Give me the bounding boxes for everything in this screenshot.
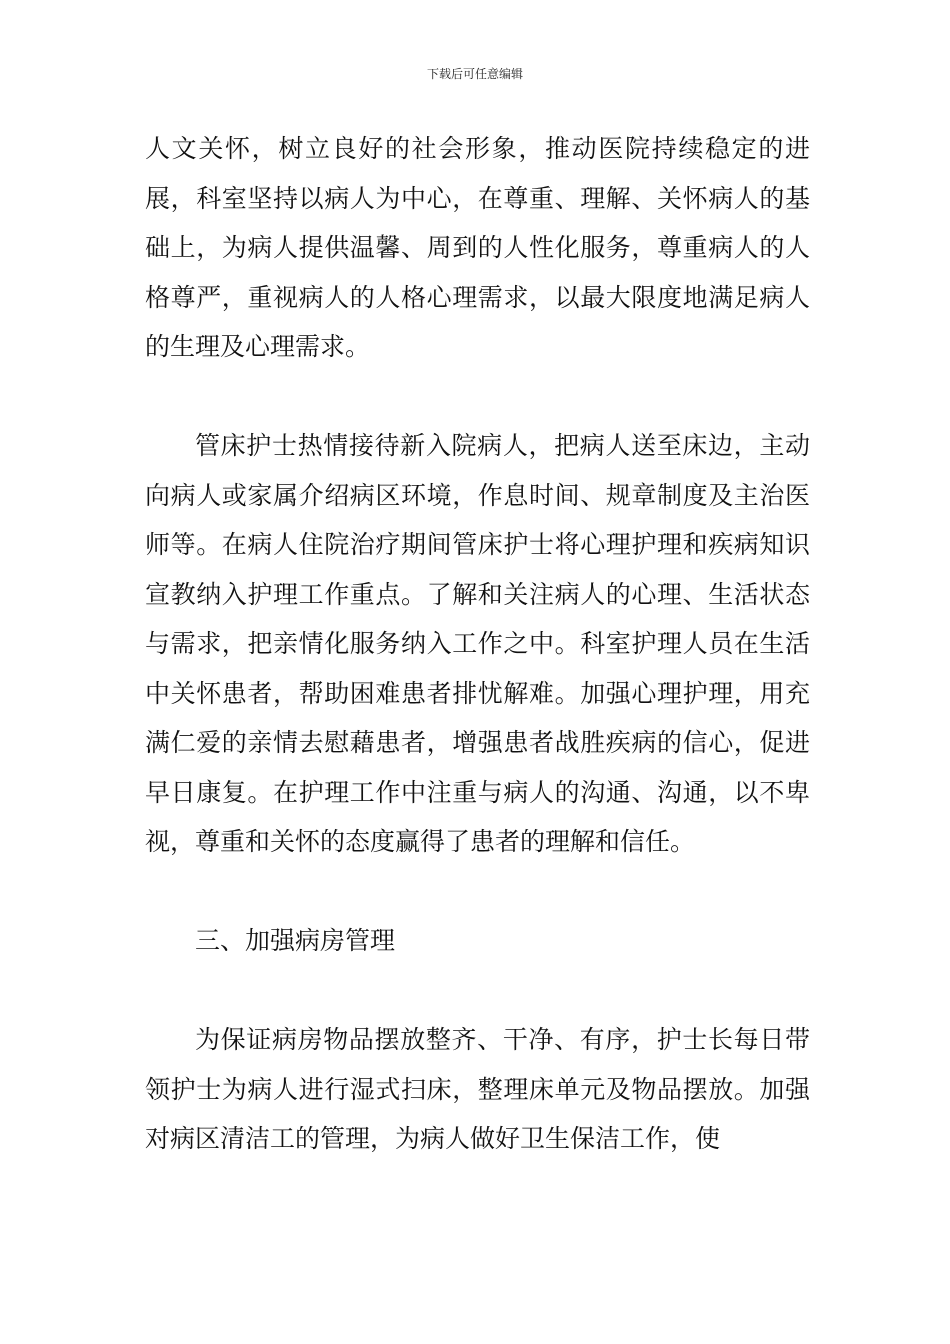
- page-header: 下载后可任意编辑: [426, 67, 523, 81]
- document-body: [145, 124, 810, 1164]
- paragraph-gap: [145, 372, 810, 422]
- section-heading: 三、加强病房管理: [195, 926, 396, 955]
- paragraph-1: 人文关怀，树立良好的社会形象，推动医院持续稳定的进展，科室坚持以病人为中心，在尊重、理解、关怀病人的基础上，为病人提供温馨、周到的人性化服务，尊重病人的人格尊严，重视病人的人格心理需求，以最大限度地满足病人的生理及心理需求。: [145, 134, 810, 361]
- paragraph-gap: [145, 966, 810, 1016]
- paragraph-3: 为保证病房物品摆放整齐、干净、有序，护士长每日带领护士为病人进行湿式扫床，整理床单元及物品摆放。加强对病区清洁工的管理，为病人做好卫生保洁工作，使: [145, 1025, 810, 1153]
- paragraph-gap: [145, 867, 810, 917]
- paragraph-2: 管床护士热情接待新入院病人，把病人送至床边，主动向病人或家属介绍病区环境，作息时间、规章制度及主治医师等。在病人住院治疗期间管床护士将心理护理和疾病知识宣教纳入护理工作重点。了解和关注病人的心理、生活状态与需求，把亲情化服务纳入工作之中。科室护理人员在生活中关怀患者，帮助困难患者排忧解难。加强心理护理，用充满仁爱的亲情去慰藉患者，增强患者战胜疾病的信心，促进早日康复。在护理工作中注重与病人的沟通、沟通，以不卑视，尊重和关怀的态度赢得了患者的理解和信任。: [145, 431, 810, 856]
